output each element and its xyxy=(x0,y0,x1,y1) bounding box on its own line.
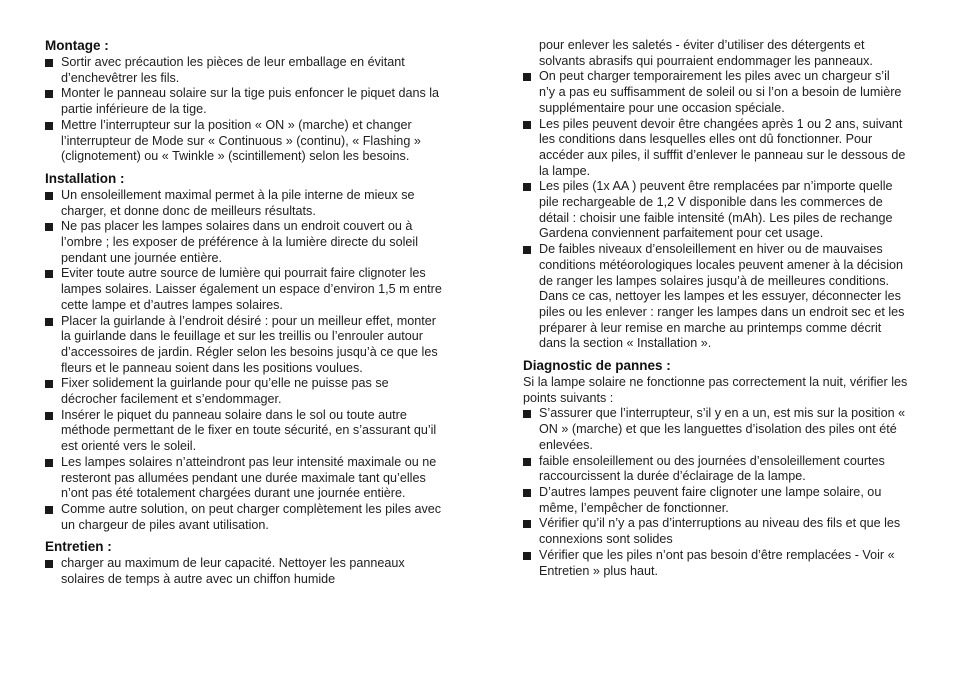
item-text: Un ensoleillement maximal permet à la pile interne de mieux se charger, et donne donc de meilleurs résultats. xyxy=(61,187,415,218)
installation-list xyxy=(45,188,447,533)
montage-item xyxy=(45,86,447,117)
installation-item xyxy=(45,408,447,455)
entretien-item-continuation: pour enlever les saletés - éviter d’utiliser des détergents et solvants abrasifs qui pourraient endommager les panneaux. xyxy=(539,38,873,68)
installation-item xyxy=(45,188,447,219)
montage-heading: Montage : xyxy=(45,38,109,53)
item-text: Sortir avec précaution les pièces de leur emballage en évitant d’enchevêtrer les fils. xyxy=(61,55,405,85)
item-text: S’assurer que l’interrupteur, s’il y en a un, est mis sur la position « ON » (marche) et que les languettes d’isolation des piles ont été enlevées. xyxy=(539,406,906,452)
entretien-item xyxy=(45,556,447,587)
item-text: Vérifier que les piles n’ont pas besoin d’être remplacées - Voir « Entretien » plus haut. xyxy=(539,547,895,578)
item-text: D’autres lampes peuvent faire clignoter une lampe solaire, ou même, l’empêcher de fonctionner. xyxy=(539,484,882,515)
item-text: charger au maximum de leur capacité. Nettoyer les panneaux solaires de temps à autre avec un chiffon humide xyxy=(61,556,405,587)
square-bullet-icon xyxy=(523,552,531,560)
item-text: Monter le panneau solaire sur la tige puis enfoncer le piquet dans la partie inférieure de la tige. xyxy=(61,86,440,117)
installation-heading: Installation : xyxy=(45,170,125,186)
square-bullet-icon xyxy=(523,489,531,497)
square-bullet-icon xyxy=(523,410,531,418)
diagnostic-list xyxy=(523,406,908,579)
entretien-item xyxy=(523,117,908,180)
item-text: Placer la guirlande à l’endroit désiré : pour un meilleur effet, monter la guirlande dans le feuillage et sur les treillis ou l’enrouler autour d’accessoires de jardin. Régler selon les besoins jusqu’à ce que les fleurs et le panneau soient dans les positions voulues. xyxy=(61,313,438,375)
right-column xyxy=(523,38,908,579)
square-bullet-icon xyxy=(523,183,531,191)
item-text: faible ensoleillement ou des journées d’ensoleillement courtes raccourcissent la durée d’éclairage de la lampe. xyxy=(539,453,885,484)
item-text: Insérer le piquet du panneau solaire dans le sol ou toute autre méthode permettant de le fixer en toute sécurité, en s’assurant qu’il est orienté vers le soleil. xyxy=(61,407,437,454)
diagnostic-item xyxy=(523,406,908,453)
square-bullet-icon xyxy=(45,122,53,130)
montage-list xyxy=(45,55,447,165)
installation-item xyxy=(45,455,447,502)
entretien-item xyxy=(523,242,908,352)
installation-item xyxy=(45,376,447,407)
entretien-item xyxy=(523,179,908,242)
montage-item xyxy=(45,118,447,165)
left-column xyxy=(45,38,447,588)
entretien-list-continued xyxy=(523,38,908,352)
item-text: Mettre l’interrupteur sur la position « ON » (marche) et changer l’interrupteur de Mode sur « Continuous » (continu), « Flashing » (clignotement) ou « Twinkle » (scintillement) selon les besoins. xyxy=(61,117,421,164)
installation-item xyxy=(45,219,447,266)
entretien-list xyxy=(45,556,447,587)
square-bullet-icon xyxy=(45,223,53,231)
montage-item xyxy=(45,55,447,86)
item-text: Comme autre solution, on peut charger complètement les piles avec un chargeur de piles avant utilisation. xyxy=(61,501,442,532)
square-bullet-icon xyxy=(45,560,53,568)
square-bullet-icon xyxy=(523,73,531,81)
item-text: Fixer solidement la guirlande pour qu’elle ne puisse pas se décrocher facilement et s’endommager. xyxy=(61,376,389,407)
square-bullet-icon xyxy=(45,192,53,200)
square-bullet-icon xyxy=(523,246,531,254)
square-bullet-icon xyxy=(45,270,53,278)
square-bullet-icon xyxy=(45,459,53,467)
diagnostic-item xyxy=(523,548,908,579)
item-text: Les piles (1x AA ) peuvent être remplacées par n’importe quelle pile rechargeable de 1,2 V disponible dans les commerces de détail : choisir une faible intensité (mAh). Les piles de rechange Gardena conviennent parfaitement pour cet usage. xyxy=(539,179,893,241)
diagnostic-heading: Diagnostic de pannes : xyxy=(523,358,671,374)
item-text: Eviter toute autre source de lumière qui pourrait faire clignoter les lampes solaires. Laisser également un espace d’environ 1,5 m entre cette lampe et d’autres lampes solaires. xyxy=(61,266,442,312)
square-bullet-icon xyxy=(45,506,53,514)
square-bullet-icon xyxy=(523,121,531,129)
diagnostic-item xyxy=(523,454,908,485)
square-bullet-icon xyxy=(45,412,53,420)
installation-item xyxy=(45,266,447,313)
item-text: Les lampes solaires n’atteindront pas leur intensité maximale ou ne resteront pas allumées pendant une durée maximale tant qu’elles n’ont pas été totalement chargées durant une journée entière. xyxy=(61,454,437,501)
item-text: Ne pas placer les lampes solaires dans un endroit couvert ou à l’ombre ; les exposer de préférence à la lumière directe du soleil pendant une journée entière. xyxy=(61,219,419,265)
square-bullet-icon xyxy=(45,380,53,388)
square-bullet-icon xyxy=(523,458,531,466)
installation-item xyxy=(45,314,447,377)
diagnostic-item xyxy=(523,516,908,547)
item-text: Vérifier qu’il n’y a pas d’interruptions au niveau des fils et que les connexions sont solides xyxy=(539,516,901,547)
item-text: De faibles niveaux d’ensoleillement en hiver ou de mauvaises conditions météorologiques locales peuvent amener à la décision de ranger les lampes solaires jusqu’à de meilleures conditions. Dans ce cas, nettoyer les lampes et les essuyer, déconnecter les piles ou les enlever : ranger les lampes dans un endroit sec et les préparer à leur remise en marche au printemps comme décrit dans la section « Installation ». xyxy=(539,242,905,351)
square-bullet-icon xyxy=(45,59,53,67)
entretien-heading: Entretien : xyxy=(45,539,112,555)
square-bullet-icon xyxy=(523,520,531,528)
diagnostic-intro: Si la lampe solaire ne fonctionne pas correctement la nuit, vérifier les points suivants : xyxy=(523,375,908,405)
item-text: On peut charger temporairement les piles avec un chargeur s’il n’y a pas eu suffisamment de soleil ou si l’on a besoin de lumière supplémentaire pour une occasion spéciale. xyxy=(539,69,902,115)
square-bullet-icon xyxy=(45,318,53,326)
installation-item xyxy=(45,502,447,533)
square-bullet-icon xyxy=(45,90,53,98)
entretien-item xyxy=(523,69,908,116)
item-text: Les piles peuvent devoir être changées après 1 ou 2 ans, suivant les conditions dans lesquelles elles ont dû fonctionner. Pour accéder aux piles, il sufffit d’enlever le panneau sur le dessous de la lampe. xyxy=(539,116,906,178)
diagnostic-item xyxy=(523,485,908,516)
